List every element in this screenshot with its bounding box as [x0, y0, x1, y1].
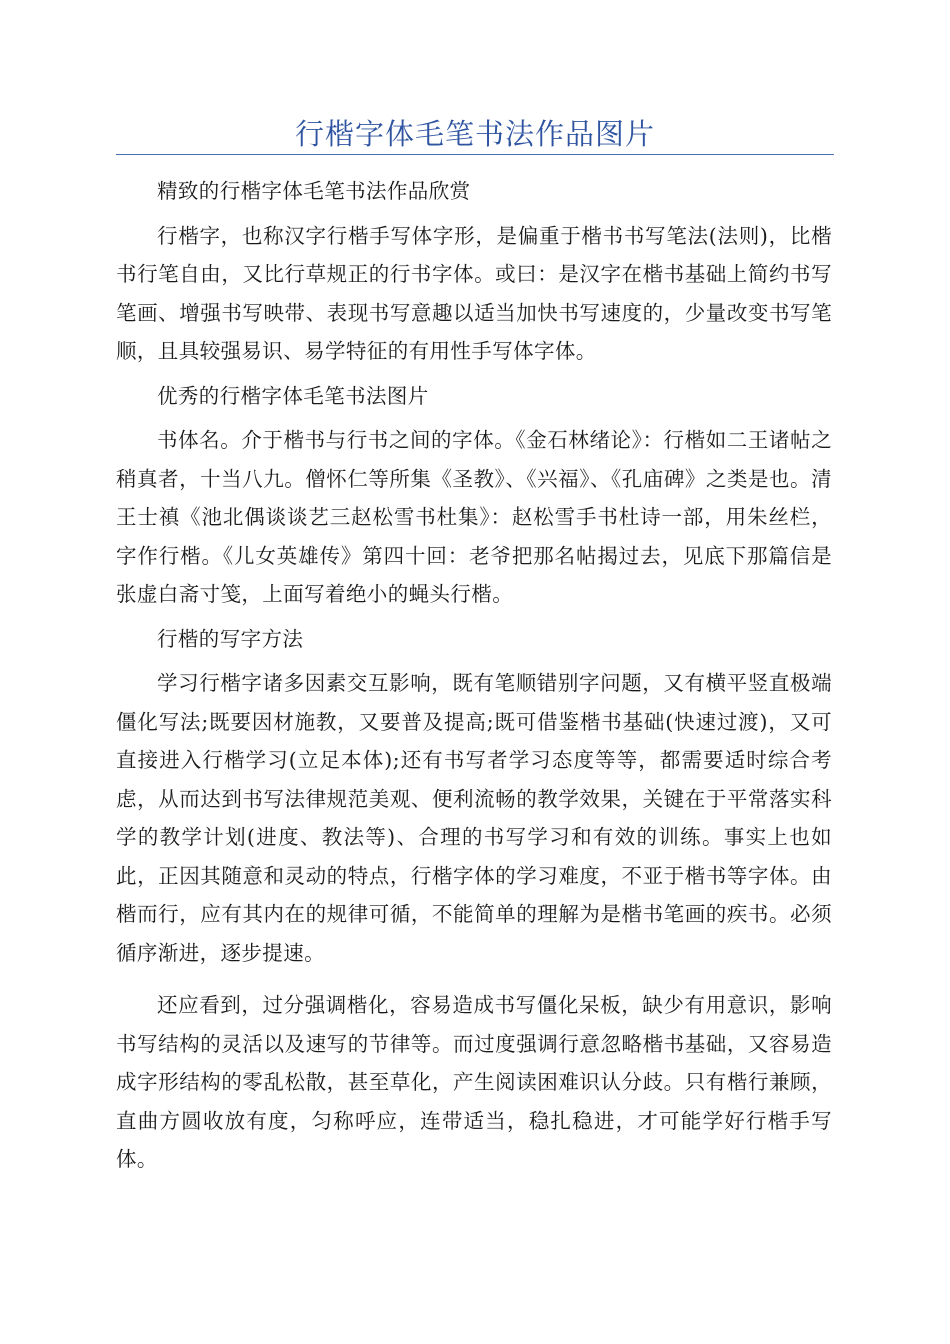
document-body: [116, 172, 832, 1179]
paragraph-history: 书体名。介于楷书与行书之间的字体。《金石林绪论》：行楷如二王诸帖之稍真者，十当八九。僧怀仁等所集《圣教》、《兴福》、《孔庙碑》之类是也。清王士禛《池北偶谈谈艺三赵松雪书杜集》：赵松雪手书杜诗一部，用朱丝栏，字作行楷。《儿女英雄传》第四十回：老爷把那名帖揭过去，见底下那篇信是张虚白斋寸笺，上面写着绝小的蝇头行楷。: [116, 428, 832, 606]
section-heading-pictures: 优秀的行楷字体毛笔书法图片: [157, 383, 429, 408]
paragraph-definition: 行楷字，也称汉字行楷手写体字形，是偏重于楷书书写笔法(法则)，比楷书行笔自由，又比行草规正的行书字体。或曰：是汉字在楷书基础上简约书写笔画、增强书写映带、表现书写意趣以适当加快书写速度的，少量改变书写笔顺，且具较强易识、易学特征的有用性手写体字体。: [116, 223, 832, 363]
section-heading-method: 行楷的写字方法: [157, 626, 304, 651]
paragraph-method: 学习行楷字诸多因素交互影响，既有笔顺错别字问题，又有横平竖直极端僵化写法;既要因材施教，又要普及提高;既可借鉴楷书基础(快速过渡)，又可直接进入行楷学习(立足本体);还有书写者学习态度等等，都需要适时综合考虑，从而达到书写法律规范美观、便利流畅的教学效果，关键在于平常落实科学的教学计划(进度、教法等)、合理的书写学习和有效的训练。事实上也如此，正因其随意和灵动的特点，行楷字体的学习难度，不亚于楷书等字体。由楷而行，应有其内在的规律可循，不能简单的理解为是楷书笔画的疾书。必须循序渐进，逐步提速。: [116, 671, 832, 965]
document-title: 行楷字体毛笔书法作品图片: [294, 117, 655, 151]
title-underline: [116, 154, 834, 155]
paragraph-balance: 还应看到，过分强调楷化，容易造成书写僵化呆板，缺少有用意识，影响书写结构的灵活以及速写的节律等。而过度强调行意忽略楷书基础，又容易造成字形结构的零乱松散，甚至草化，产生阅读困难识认分歧。只有楷行兼顾，直曲方圆收放有度，匀称呼应，连带适当，稳扎稳进，才可能学好行楷手写体。: [116, 993, 832, 1171]
section-heading-appreciation: 精致的行楷字体毛笔书法作品欣赏: [157, 179, 471, 203]
spacer: [116, 972, 832, 986]
